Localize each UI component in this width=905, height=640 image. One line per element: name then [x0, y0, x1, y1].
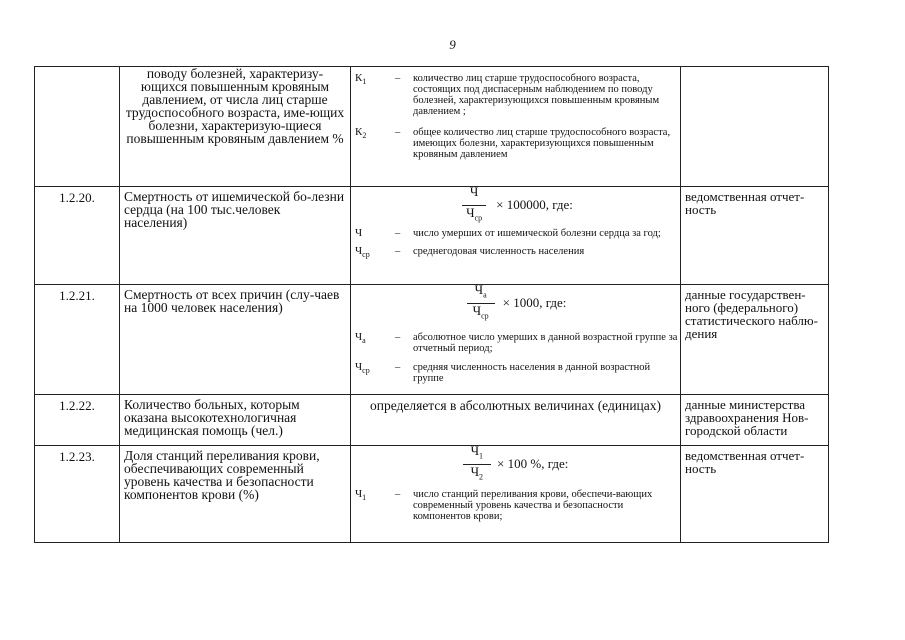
indicator-text: Смертность от ишемической бо-лезни сердца (на 100 тыс.человек населения): [120, 187, 351, 285]
table-row: [35, 67, 829, 187]
page-number: 9: [449, 37, 456, 52]
row-number: [35, 67, 120, 187]
source-text: данные министерства здравоохранения Нов-городской области: [681, 395, 829, 446]
table-row: [35, 187, 829, 285]
indicator-text: поводу болезней, характеризу-ющихся повышенным кровяным давлением, от числа лиц старше трудоспособного возраста, име-ющих болезни, характеризую-щиеся повышенным кровяным давлением %: [120, 67, 351, 187]
row-number: 1.2.22.: [35, 395, 120, 446]
variable-definition: $Ч_а$ – абсолютное число умерших в данной возрастной группе за отчетный период;: [355, 331, 678, 354]
source-text: ведомственная отчет-ность: [681, 187, 829, 285]
method-text: определяется в абсолютных величинах (единицах): [351, 395, 681, 446]
variable-definition: $К_2$ – общее количество лиц старше трудоспособного возраста, имеющих болезни, характеризующихся повышенным кровяным давлением: [355, 126, 671, 160]
table-row: [35, 285, 829, 395]
source-text: [681, 67, 829, 187]
source-text: ведомственная отчет-ность: [681, 446, 829, 543]
method-cell: [351, 187, 681, 285]
variable-definition: $Ч_{ср}$ – средняя численность населения в данной возрастной группе: [355, 361, 651, 384]
formula: $\frac{Ч_а}{Ч_{ср}}$ × 1000, где:: [351, 288, 680, 318]
variable-definition: $Ч_{ср}$ – среднегодовая численность населения: [355, 245, 585, 260]
variable-definition: Ч – число умерших от ишемической болезни сердца за год;: [355, 227, 661, 239]
method-cell: [351, 67, 681, 187]
row-number: 1.2.21.: [35, 285, 120, 395]
indicators-table: [34, 66, 829, 543]
indicator-text: Доля станций переливания крови, обеспечивающих современный уровень качества и безопасности компонентов крови (%): [120, 446, 351, 543]
indicator-text: Смертность от всех причин (слу-чаев на 1000 человек населения): [120, 285, 351, 395]
variable-definition: $Ч_1$ – число станций переливания крови, обеспечи-вающих современный уровень качества и безопасности компонентов крови;: [355, 488, 653, 522]
method-cell: [351, 446, 681, 543]
formula: $\frac{Ч_1}{Ч_2}$ × 100 %, где:: [351, 449, 680, 479]
source-text: данные государствен-ного (федерального) статистического наблю-дения: [681, 285, 829, 395]
formula: $\frac{Ч}{Ч_{ср}}$ × 100000, где:: [351, 190, 680, 220]
row-number: 1.2.20.: [35, 187, 120, 285]
method-cell: [351, 285, 681, 395]
table-row: [35, 446, 829, 543]
variable-definition: $К_1$ – количество лиц старше трудоспособного возраста, состоящих под диспасерным наблюдением по поводу болезней, характеризующихся повышенным кровяным давлением ;: [355, 72, 660, 117]
table-row: [35, 395, 829, 446]
indicator-text: Количество больных, которым оказана высокотехнологичная медицинская помощь (чел.): [120, 395, 351, 446]
row-number: 1.2.23.: [35, 446, 120, 543]
